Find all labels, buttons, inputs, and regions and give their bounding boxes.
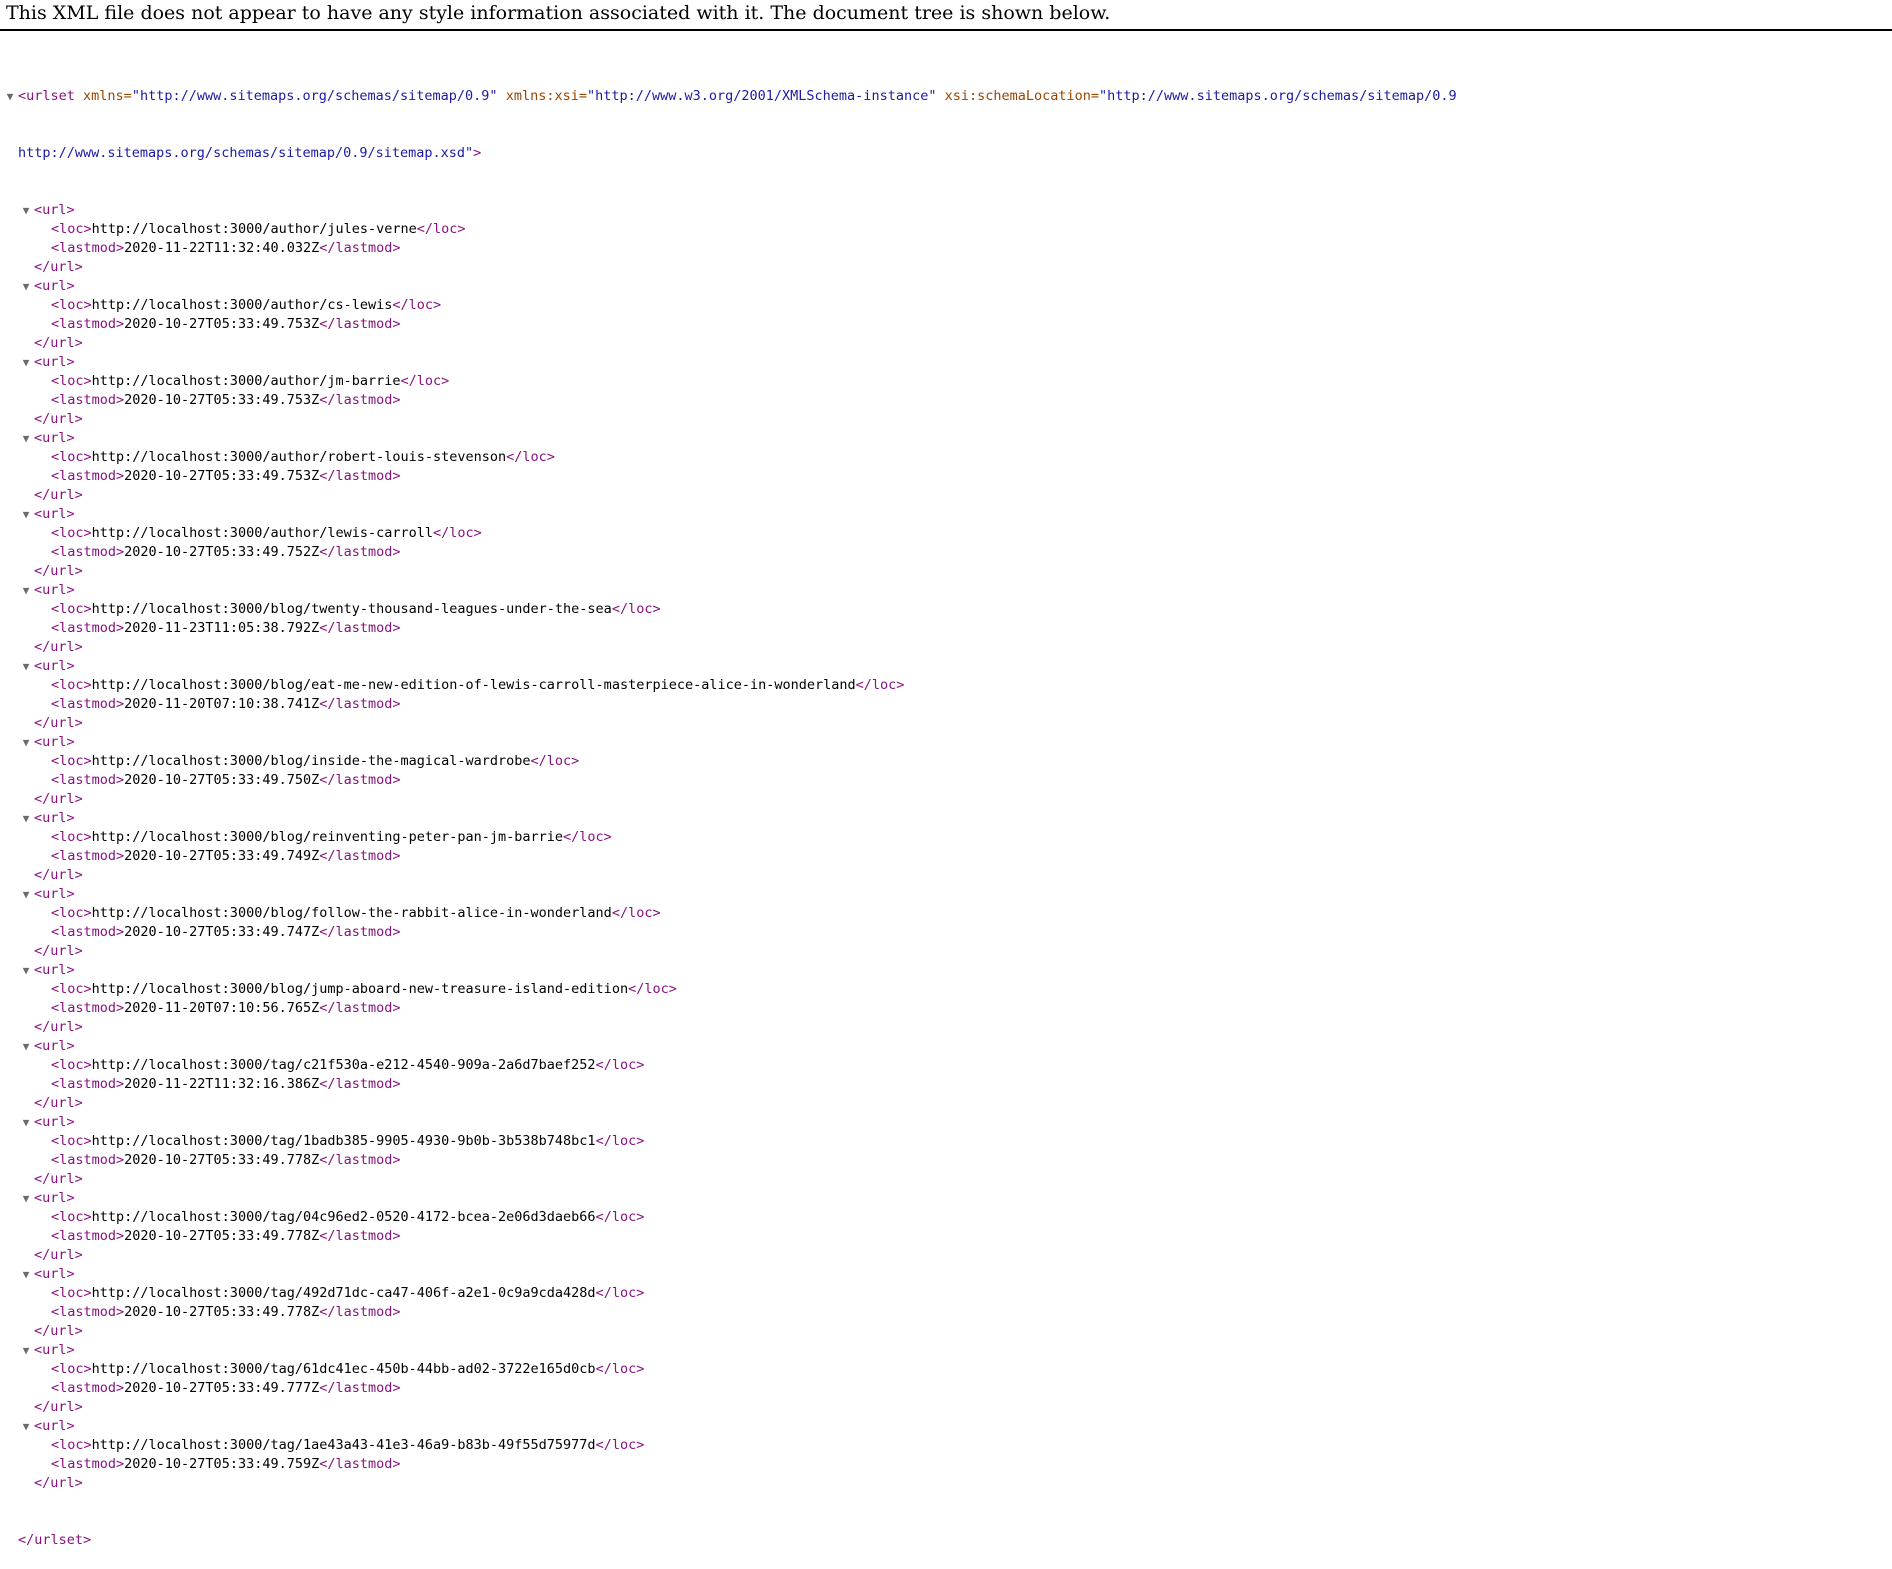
lastmod-close-tag: </lastmod> [319,696,401,712]
lastmod-close-tag: </lastmod> [319,772,401,788]
loc-line [0,1132,1892,1151]
collapse-triangle-icon[interactable]: ▼ [22,356,30,369]
loc-close-tag: </loc> [595,1285,645,1301]
url-open-line [0,885,1892,904]
url-close-tag: </url> [34,639,83,655]
lastmod-line [0,999,1892,1018]
url-open-line [0,1265,1892,1284]
lastmod-close-tag: </lastmod> [319,468,401,484]
notice-divider [0,29,1892,31]
lastmod-open-tag: <lastmod> [51,316,125,332]
url-open-tag: <url> [34,1038,75,1054]
url-close-tag: </url> [34,335,83,351]
url-close-line [0,410,1892,429]
url-entry [0,201,1892,277]
url-close-line [0,790,1892,809]
loc-close-tag: </loc> [506,449,555,465]
url-open-tag: <url> [34,1190,75,1206]
loc-open-tag: <loc> [51,981,92,997]
loc-close-tag: </loc> [595,1209,645,1225]
lastmod-open-tag: <lastmod> [51,1076,125,1092]
loc-open-tag: <loc> [51,905,92,921]
loc-close-tag: </loc> [855,677,905,693]
collapse-triangle-icon[interactable]: ▼ [22,432,30,445]
url-open-tag: <url> [34,202,75,218]
collapse-triangle-icon[interactable]: ▼ [22,1268,30,1281]
loc-line [0,1284,1892,1303]
url-open-line [0,809,1892,828]
collapse-triangle-icon[interactable]: ▼ [22,1040,30,1053]
loc-value: http://localhost:3000/tag/1ae43a43-41e3-46a9-b83b-49f55d75977d [91,1437,596,1453]
lastmod-close-tag: </lastmod> [319,924,401,940]
url-open-tag: <url> [34,430,75,446]
url-entry [0,809,1892,885]
url-close-line [0,486,1892,505]
url-open-tag: <url> [34,582,75,598]
url-close-tag: </url> [34,259,83,275]
url-open-tag: <url> [34,506,75,522]
lastmod-line [0,619,1892,638]
loc-value: http://localhost:3000/author/robert-louis-stevenson [91,449,507,465]
url-close-line [0,866,1892,885]
url-close-line [0,942,1892,961]
loc-value: http://localhost:3000/blog/twenty-thousand-leagues-under-the-sea [91,601,612,617]
url-open-line [0,581,1892,600]
loc-line [0,524,1892,543]
url-close-tag: </url> [34,1399,83,1415]
url-close-tag: </url> [34,1019,83,1035]
url-entry [0,353,1892,429]
loc-value: http://localhost:3000/author/cs-lewis [91,297,393,313]
url-entry [0,961,1892,1037]
collapse-triangle-icon[interactable]: ▼ [22,660,30,673]
loc-value: http://localhost:3000/blog/eat-me-new-edition-of-lewis-carroll-masterpiece-alice-in-wonderland [91,677,856,693]
lastmod-open-tag: <lastmod> [51,772,125,788]
lastmod-open-tag: <lastmod> [51,240,125,256]
lastmod-value: 2020-10-27T05:33:49.750Z [124,772,320,788]
collapse-triangle-icon[interactable]: ▼ [22,204,30,217]
loc-close-tag: </loc> [611,905,661,921]
url-entry [0,505,1892,581]
loc-line [0,1436,1892,1455]
loc-close-tag: </loc> [530,753,580,769]
url-open-tag: <url> [34,658,75,674]
lastmod-open-tag: <lastmod> [51,544,125,560]
lastmod-open-tag: <lastmod> [51,1304,125,1320]
lastmod-close-tag: </lastmod> [319,1456,401,1472]
url-open-line [0,1341,1892,1360]
url-entry [0,885,1892,961]
loc-value: http://localhost:3000/blog/inside-the-magical-wardrobe [91,753,531,769]
url-close-line [0,1170,1892,1189]
lastmod-close-tag: </lastmod> [319,316,401,332]
url-close-tag: </url> [34,411,83,427]
url-close-tag: </url> [34,715,83,731]
loc-value: http://localhost:3000/blog/reinventing-peter-pan-jm-barrie [91,829,564,845]
lastmod-line [0,1151,1892,1170]
loc-close-tag: </loc> [595,1057,645,1073]
loc-line [0,600,1892,619]
lastmod-open-tag: <lastmod> [51,1380,125,1396]
lastmod-line [0,1227,1892,1246]
loc-open-tag: <loc> [51,221,92,237]
loc-value: http://localhost:3000/tag/61dc41ec-450b-44bb-ad02-3722e165d0cb [91,1361,596,1377]
url-open-tag: <url> [34,734,75,750]
loc-open-tag: <loc> [51,1209,92,1225]
url-open-line [0,961,1892,980]
url-entry [0,1113,1892,1189]
collapse-triangle-icon[interactable]: ▼ [22,964,30,977]
url-open-line [0,1037,1892,1056]
lastmod-line [0,543,1892,562]
url-open-line [0,657,1892,676]
loc-close-tag: </loc> [416,221,466,237]
loc-close-tag: </loc> [400,373,450,389]
lastmod-line [0,923,1892,942]
collapse-triangle-icon[interactable]: ▼ [22,736,30,749]
lastmod-value: 2020-10-27T05:33:49.753Z [124,392,320,408]
collapse-triangle-icon[interactable]: ▼ [22,584,30,597]
url-entry [0,581,1892,657]
lastmod-close-tag: </lastmod> [319,544,401,560]
lastmod-value: 2020-11-20T07:10:38.741Z [124,696,320,712]
url-entry [0,1341,1892,1417]
loc-value: http://localhost:3000/blog/follow-the-rabbit-alice-in-wonderland [91,905,612,921]
collapse-triangle-icon[interactable]: ▼ [22,1192,30,1205]
url-list [0,201,1892,1493]
loc-open-tag: <loc> [51,1133,92,1149]
urlset-open-line-continued: http://www.sitemaps.org/schemas/sitemap/0.9/sitemap.xsd"> [18,145,482,161]
lastmod-value: 2020-11-22T11:32:16.386Z [124,1076,320,1092]
url-close-tag: </url> [34,1247,83,1263]
loc-line [0,1056,1892,1075]
url-close-tag: </url> [34,1095,83,1111]
url-close-tag: </url> [34,1171,83,1187]
lastmod-value: 2020-10-27T05:33:49.777Z [124,1380,320,1396]
loc-line [0,828,1892,847]
url-open-line [0,429,1892,448]
loc-close-tag: </loc> [611,601,661,617]
loc-value: http://localhost:3000/author/jules-verne [91,221,417,237]
loc-line [0,220,1892,239]
urlset-open-line: ▼ <urlset xmlns="http://www.sitemaps.org/schemas/sitemap/0.9" xmlns:xsi="http://www.w3.org/2001/XMLSchema-instance" xsi:schemaLocation="http://www.sitemaps.org/schemas/sitemap/0.9 [0,87,1892,106]
loc-open-tag: <loc> [51,525,92,541]
lastmod-open-tag: <lastmod> [51,924,125,940]
url-open-tag: <url> [34,278,75,294]
url-close-line [0,1018,1892,1037]
collapse-triangle-icon[interactable]: ▼ [6,90,14,103]
url-open-line [0,1189,1892,1208]
lastmod-close-tag: </lastmod> [319,1380,401,1396]
lastmod-value: 2020-10-27T05:33:49.778Z [124,1304,320,1320]
url-entry [0,733,1892,809]
loc-line [0,676,1892,695]
lastmod-line [0,315,1892,334]
loc-value: http://localhost:3000/tag/1badb385-9905-4930-9b0b-3b538b748bc1 [91,1133,596,1149]
url-close-tag: </url> [34,867,83,883]
url-close-line [0,334,1892,353]
url-close-tag: </url> [34,563,83,579]
lastmod-value: 2020-10-27T05:33:49.749Z [124,848,320,864]
collapse-triangle-icon[interactable]: ▼ [22,508,30,521]
url-open-line [0,1417,1892,1436]
lastmod-open-tag: <lastmod> [51,468,125,484]
loc-close-tag: </loc> [628,981,677,997]
url-entry [0,1265,1892,1341]
url-entry [0,1037,1892,1113]
lastmod-value: 2020-11-20T07:10:56.765Z [124,1000,320,1016]
loc-open-tag: <loc> [51,601,92,617]
loc-open-tag: <loc> [51,1057,92,1073]
url-entry [0,1189,1892,1265]
url-open-tag: <url> [34,1114,75,1130]
url-close-line [0,714,1892,733]
loc-open-tag: <loc> [51,373,92,389]
lastmod-line [0,1303,1892,1322]
url-close-line [0,1322,1892,1341]
url-entry [0,657,1892,733]
lastmod-close-tag: </lastmod> [319,392,401,408]
urlset-close-line: </urlset> [18,1532,92,1548]
url-entry [0,1417,1892,1493]
url-open-tag: <url> [34,1418,75,1434]
loc-close-tag: </loc> [595,1133,645,1149]
url-close-line [0,562,1892,581]
xml-document-tree [0,49,1892,1569]
url-close-line [0,1094,1892,1113]
lastmod-close-tag: </lastmod> [319,1076,401,1092]
loc-line [0,980,1892,999]
loc-line [0,1208,1892,1227]
url-close-tag: </url> [34,791,83,807]
loc-open-tag: <loc> [51,677,92,693]
collapse-triangle-icon[interactable]: ▼ [22,1116,30,1129]
loc-close-tag: </loc> [433,525,482,541]
lastmod-line [0,1075,1892,1094]
url-open-line [0,733,1892,752]
lastmod-value: 2020-10-27T05:33:49.753Z [124,316,320,332]
loc-open-tag: <loc> [51,753,92,769]
url-close-line [0,258,1892,277]
url-close-tag: </url> [34,487,83,503]
loc-close-tag: </loc> [392,297,442,313]
collapse-triangle-icon[interactable]: ▼ [22,1344,30,1357]
url-open-tag: <url> [34,962,75,978]
lastmod-value: 2020-11-22T11:32:40.032Z [124,240,320,256]
lastmod-open-tag: <lastmod> [51,620,125,636]
lastmod-line [0,771,1892,790]
lastmod-close-tag: </lastmod> [319,620,401,636]
loc-line [0,904,1892,923]
loc-value: http://localhost:3000/tag/c21f530a-e212-4540-909a-2a6d7baef252 [91,1057,596,1073]
lastmod-value: 2020-11-23T11:05:38.792Z [124,620,320,636]
loc-value: http://localhost:3000/tag/492d71dc-ca47-406f-a2e1-0c9a9cda428d [91,1285,596,1301]
lastmod-value: 2020-10-27T05:33:49.759Z [124,1456,320,1472]
loc-open-tag: <loc> [51,1437,92,1453]
lastmod-close-tag: </lastmod> [319,1304,401,1320]
lastmod-close-tag: </lastmod> [319,1000,401,1016]
lastmod-value: 2020-10-27T05:33:49.753Z [124,468,320,484]
loc-close-tag: </loc> [595,1437,645,1453]
lastmod-value: 2020-10-27T05:33:49.778Z [124,1228,320,1244]
lastmod-line [0,1379,1892,1398]
lastmod-close-tag: </lastmod> [319,1228,401,1244]
loc-line [0,296,1892,315]
loc-line [0,752,1892,771]
url-open-tag: <url> [34,354,75,370]
lastmod-close-tag: </lastmod> [319,848,401,864]
lastmod-value: 2020-10-27T05:33:49.752Z [124,544,320,560]
loc-open-tag: <loc> [51,829,92,845]
lastmod-line [0,1455,1892,1474]
loc-close-tag: </loc> [595,1361,645,1377]
loc-close-tag: </loc> [563,829,612,845]
collapse-triangle-icon[interactable]: ▼ [22,1420,30,1433]
lastmod-line [0,695,1892,714]
loc-line [0,1360,1892,1379]
url-entry [0,429,1892,505]
lastmod-open-tag: <lastmod> [51,848,125,864]
url-close-line [0,638,1892,657]
lastmod-close-tag: </lastmod> [319,1152,401,1168]
loc-value: http://localhost:3000/blog/jump-aboard-new-treasure-island-edition [91,981,629,997]
loc-open-tag: <loc> [51,449,92,465]
url-open-tag: <url> [34,810,75,826]
lastmod-open-tag: <lastmod> [51,1000,125,1016]
lastmod-open-tag: <lastmod> [51,696,125,712]
url-open-line [0,505,1892,524]
lastmod-open-tag: <lastmod> [51,1456,125,1472]
url-open-tag: <url> [34,1266,75,1282]
url-close-tag: </url> [34,943,83,959]
url-open-line [0,1113,1892,1132]
loc-value: http://localhost:3000/tag/04c96ed2-0520-4172-bcea-2e06d3daeb66 [91,1209,596,1225]
url-open-line [0,201,1892,220]
loc-open-tag: <loc> [51,1361,92,1377]
loc-line [0,448,1892,467]
url-open-tag: <url> [34,1342,75,1358]
url-open-tag: <url> [34,886,75,902]
url-open-line [0,277,1892,296]
lastmod-value: 2020-10-27T05:33:49.747Z [124,924,320,940]
url-close-line [0,1398,1892,1417]
lastmod-line [0,847,1892,866]
lastmod-open-tag: <lastmod> [51,1152,125,1168]
url-open-line [0,353,1892,372]
url-close-tag: </url> [34,1323,83,1339]
loc-open-tag: <loc> [51,1285,92,1301]
url-close-tag: </url> [34,1475,83,1491]
loc-value: http://localhost:3000/author/lewis-carroll [91,525,434,541]
lastmod-open-tag: <lastmod> [51,1228,125,1244]
loc-line [0,372,1892,391]
lastmod-line [0,391,1892,410]
lastmod-line [0,239,1892,258]
loc-value: http://localhost:3000/author/jm-barrie [91,373,401,389]
lastmod-value: 2020-10-27T05:33:49.778Z [124,1152,320,1168]
url-entry [0,277,1892,353]
url-close-line [0,1474,1892,1493]
url-close-line [0,1246,1892,1265]
collapse-triangle-icon[interactable]: ▼ [22,280,30,293]
collapse-triangle-icon[interactable]: ▼ [22,812,30,825]
lastmod-close-tag: </lastmod> [319,240,401,256]
lastmod-line [0,467,1892,486]
xml-style-notice: This XML file does not appear to have any style information associated with it. The document tree is shown below. [6,2,1111,24]
loc-open-tag: <loc> [51,297,92,313]
collapse-triangle-icon[interactable]: ▼ [22,888,30,901]
lastmod-open-tag: <lastmod> [51,392,125,408]
